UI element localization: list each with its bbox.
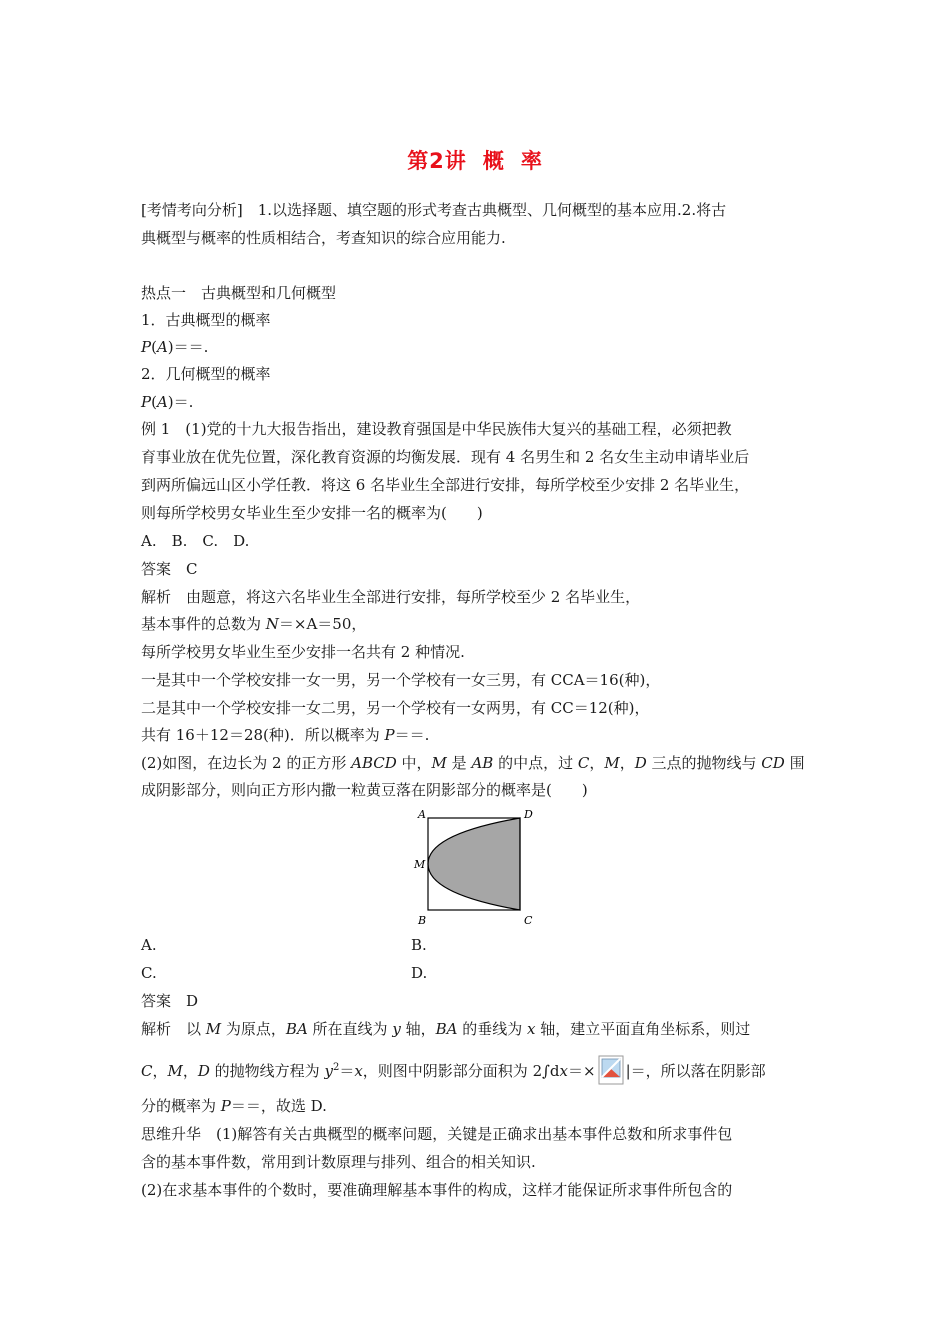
hotspot-heading: 热点一 古典概型和几何概型 [141,284,337,302]
thinking-line-2: 含的基本事件数，常用到计数原理与排列、组合的相关知识. [141,1153,536,1171]
intro-line-1: [考情考向分析] 1.以选择题、填空题的形式考查古典概型、几何概型的基本应用.2.将古 [141,201,727,219]
label-m: M [414,858,426,871]
part2-answer: 答案 D [141,992,199,1010]
intro-line-2: 典概型与概率的性质相结合，考查知识的综合应用能力. [141,229,506,247]
hotspot-item-2: 2．几何概型的概率 [141,365,271,383]
title-word-1: 概 [482,149,505,173]
thinking-line-1: 思维升华 (1)解答有关古典概型的概率问题，关键是正确求出基本事件总数和所求事件包 [141,1125,733,1143]
title-word-2: 率 [520,149,543,173]
part2-line-1: (2)如图，在边长为 2 的正方形 ABCD 中，M 是 AB 的中点，过 C，M，D 三点的抛物线与 CD 围 [141,754,805,772]
part2-solution-line-1: 解析 以 M 为原点，BA 所在直线为 y 轴，BA 的垂线为 x 轴，建立平面直角坐标系，则过 [141,1020,751,1038]
label-a: A [418,808,426,821]
example-answer: 答案 C [141,560,198,578]
label-d: D [524,808,533,821]
solution-line-3: 每所学校男女毕业生至少安排一名共有 2 种情况. [141,643,465,661]
solution-line-6: 共有 16＋12＝28(种)．所以概率为 P＝＝. [141,726,430,744]
option-c: C. [141,964,157,982]
example-line-4: 则每所学校男女毕业生至少安排一名的概率为( ) [141,504,483,522]
option-b: B. [411,936,427,954]
formula-classical: P(A)＝＝. [141,338,209,356]
option-d: D. [411,964,428,982]
square-parabola-figure [410,806,540,930]
thinking-line-3: (2)在求基本事件的个数时，要准确理解基本事件的构成，这样才能保证所求事件所包含的 [141,1181,733,1199]
solution-line-4: 一是其中一个学校安排一女一男，另一个学校有一女三男，有 CCA＝16(种)， [141,671,661,689]
shaded-region [428,818,520,910]
hotspot-item-1: 1．古典概型的概率 [141,311,271,329]
example-line-1: 例 1 (1)党的十九大报告指出，建设教育强国是中华民族伟大复兴的基础工程，必须把教 [141,420,732,438]
label-b: B [418,914,427,927]
part2-line-2: 成阴影部分，则向正方形内撒一粒黄豆落在阴影部分的概率是( ) [141,781,588,799]
part2-solution-line-3: 分的概率为 P＝＝，故选 D. [141,1097,327,1115]
formula-geometric: P(A)＝. [141,393,194,411]
part2-solution-line-2: C，M，D 的抛物线方程为 $y^2=x$，则图中阴影部分面积为 2∫dx＝× |＝，所以落在阴影部 [141,1057,766,1087]
option-a: A. [141,936,157,954]
example-line-2: 育事业放在优先位置，深化教育资源的均衡发展．现有 4 名男生和 2 名女生主动申请毕业后 [141,448,750,466]
label-c: C [524,914,533,927]
example-options: A. B. C. D. [141,532,250,550]
solution-line-5: 二是其中一个学校安排一女二男，另一个学校有一女两男，有 CC＝12(种)， [141,699,650,717]
page-title [0,145,950,175]
title-lecture: 第2讲 [407,149,467,173]
broken-image-icon [598,1055,624,1085]
example-line-3: 到两所偏远山区小学任教．将这 6 名毕业生全部进行安排，每所学校至少安排 2 名毕业生， [141,476,750,494]
solution-line-1: 解析 由题意，将这六名毕业生全部进行安排，每所学校至少 2 名毕业生， [141,588,641,606]
solution-line-2: 基本事件的总数为 N＝×A＝50， [141,615,367,633]
